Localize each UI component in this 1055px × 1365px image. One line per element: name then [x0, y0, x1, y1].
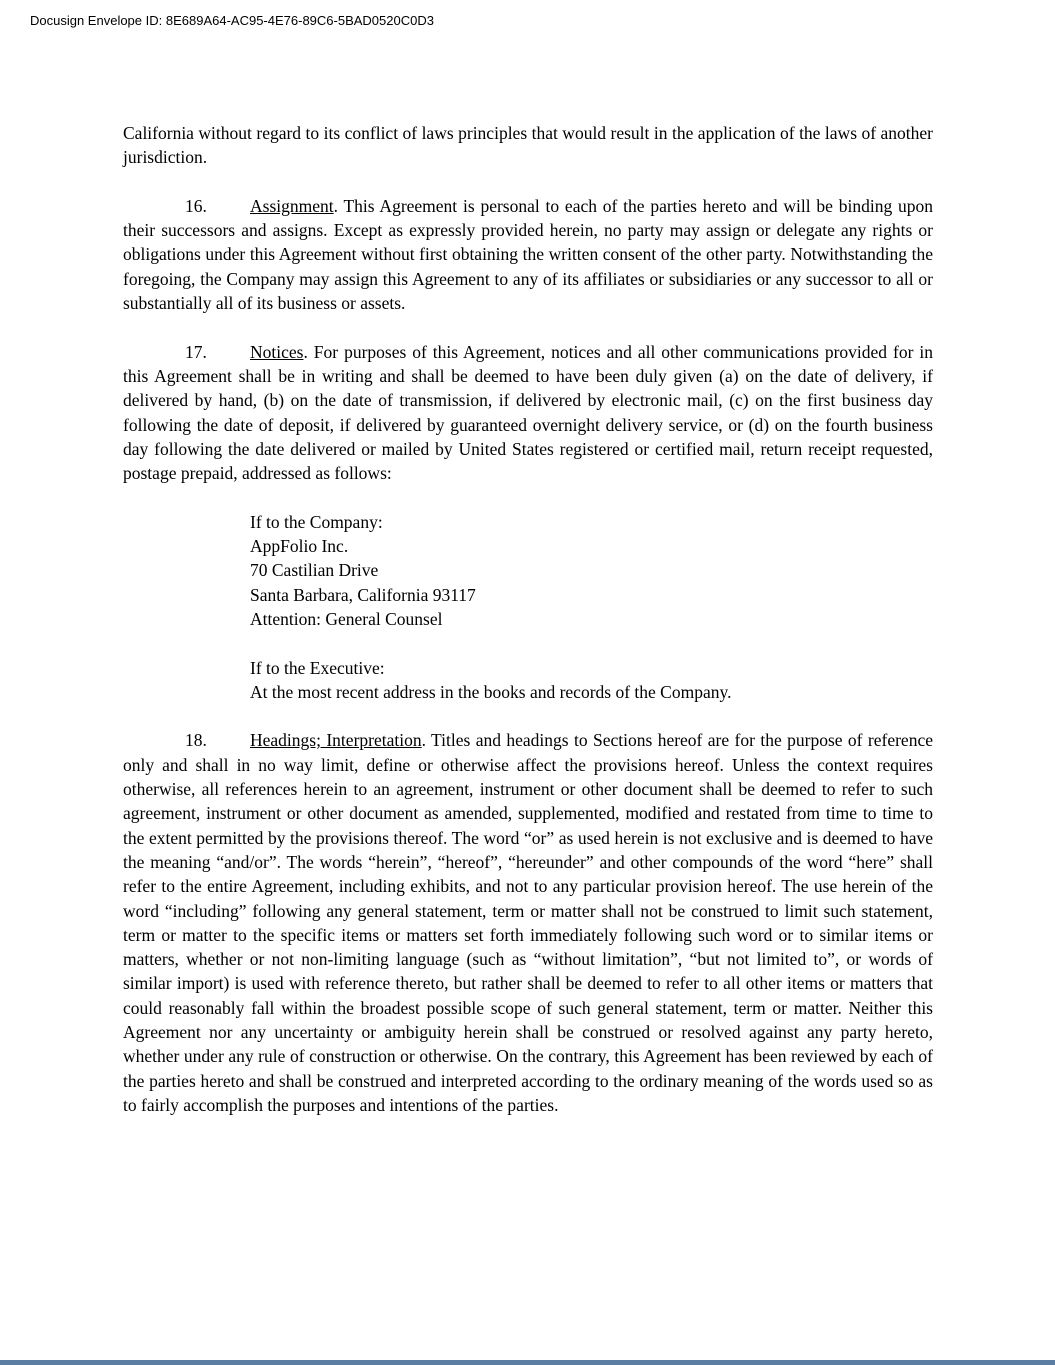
company-notice-line: AppFolio Inc.	[250, 536, 349, 557]
document-body	[123, 121, 933, 1141]
executive-notice-line: At the most recent address in the books and records of the Company.	[250, 681, 732, 702]
docusign-envelope-id: Docusign Envelope ID: 8E689A64-AC95-4E76-89C6-5BAD0520C0D3	[30, 13, 434, 28]
section-16-number: 16.	[185, 195, 207, 216]
paragraph-continuation: California without regard to its conflict of laws principles that would result in the application of the laws of another jurisdiction.	[123, 123, 933, 168]
section-17-number: 17.	[185, 341, 207, 362]
executive-notice-address	[250, 656, 933, 705]
company-notice-line: 70 Castilian Drive	[250, 560, 379, 581]
company-notice-line: Santa Barbara, California 93117	[250, 584, 476, 605]
company-notice-line: If to the Company:	[250, 511, 383, 532]
company-notice-line: Attention: General Counsel	[250, 608, 443, 629]
section-16-heading: Assignment	[250, 195, 334, 216]
executive-notice-line: If to the Executive:	[250, 657, 385, 678]
section-17-body: . For purposes of this Agreement, notices and all other communications provided for in this Agreement shall be in writing and shall be deemed to have been duly given (a) on the date of delivery, if delivered by hand, (b) on the date of transmission, if delivered by electronic mail, (c) on the first business day following the date of deposit, if delivered by guaranteed overnight delivery service, or (d) on the fourth business day following the date delivered or mailed by United States registered or certified mail, return receipt requested, postage prepaid, addressed as follows:	[123, 341, 933, 484]
section-17-heading: Notices	[250, 341, 304, 362]
section-18-number: 18.	[185, 730, 207, 751]
section-16-body: . This Agreement is personal to each of the parties hereto and will be binding upon their successors and assigns. Except as expressly provided herein, no party may assign or delegate any rights or obligations under this Agreement without first obtaining the written consent of the other party. Notwithstanding the foregoing, the Company may assign this Agreement to any of its affiliates or subsidiaries or any successor to all or substantially all of its business or assets.	[123, 195, 933, 314]
section-18-heading: Headings; Interpretation	[250, 730, 422, 751]
section-17-notices	[123, 340, 933, 486]
company-notice-address	[250, 510, 933, 631]
section-16-assignment	[123, 194, 933, 315]
section-18-body: . Titles and headings to Sections hereof are for the purpose of reference only and shall in no way limit, define or otherwise affect the provisions hereof. Unless the context requires otherwise, all references herein to an agreement, instrument or other document shall be deemed to refer to such agreement, instrument or other document as amended, supplemented, modified and restated from time to time to the extent permitted by the provisions thereof. The word “or” as used herein is not exclusive and is deemed to have the meaning “and/or”. The words “herein”, “hereof”, “hereunder” and other compounds of the word “here” shall refer to the entire Agreement, including exhibits, and not to any particular provision hereof. The use herein of the word “including” following any general statement, term or matter shall not be construed to limit such statement, term or matter to the specific items or matters set forth immediately following such word or to similar items or matters, whether or not non-limiting language (such as “without limitation”, “but not limited to”, or words of similar import) is used with reference thereto, but rather shall be deemed to refer to all other items or matters that could reasonably fall within the broadest possible scope of such general statement, term or matter. Neither this Agreement nor any uncertainty or ambiguity herein shall be construed or resolved against any party hereto, whether under any rule of construction or otherwise. On the contrary, this Agreement has been reviewed by each of the parties hereto and shall be construed and interpreted according to the ordinary meaning of the words used so as to fairly accomplish the purposes and intentions of the parties.	[123, 730, 933, 1115]
section-18-headings-interpretation	[123, 728, 933, 1117]
viewer-bottom-edge-bar	[0, 1360, 1055, 1365]
